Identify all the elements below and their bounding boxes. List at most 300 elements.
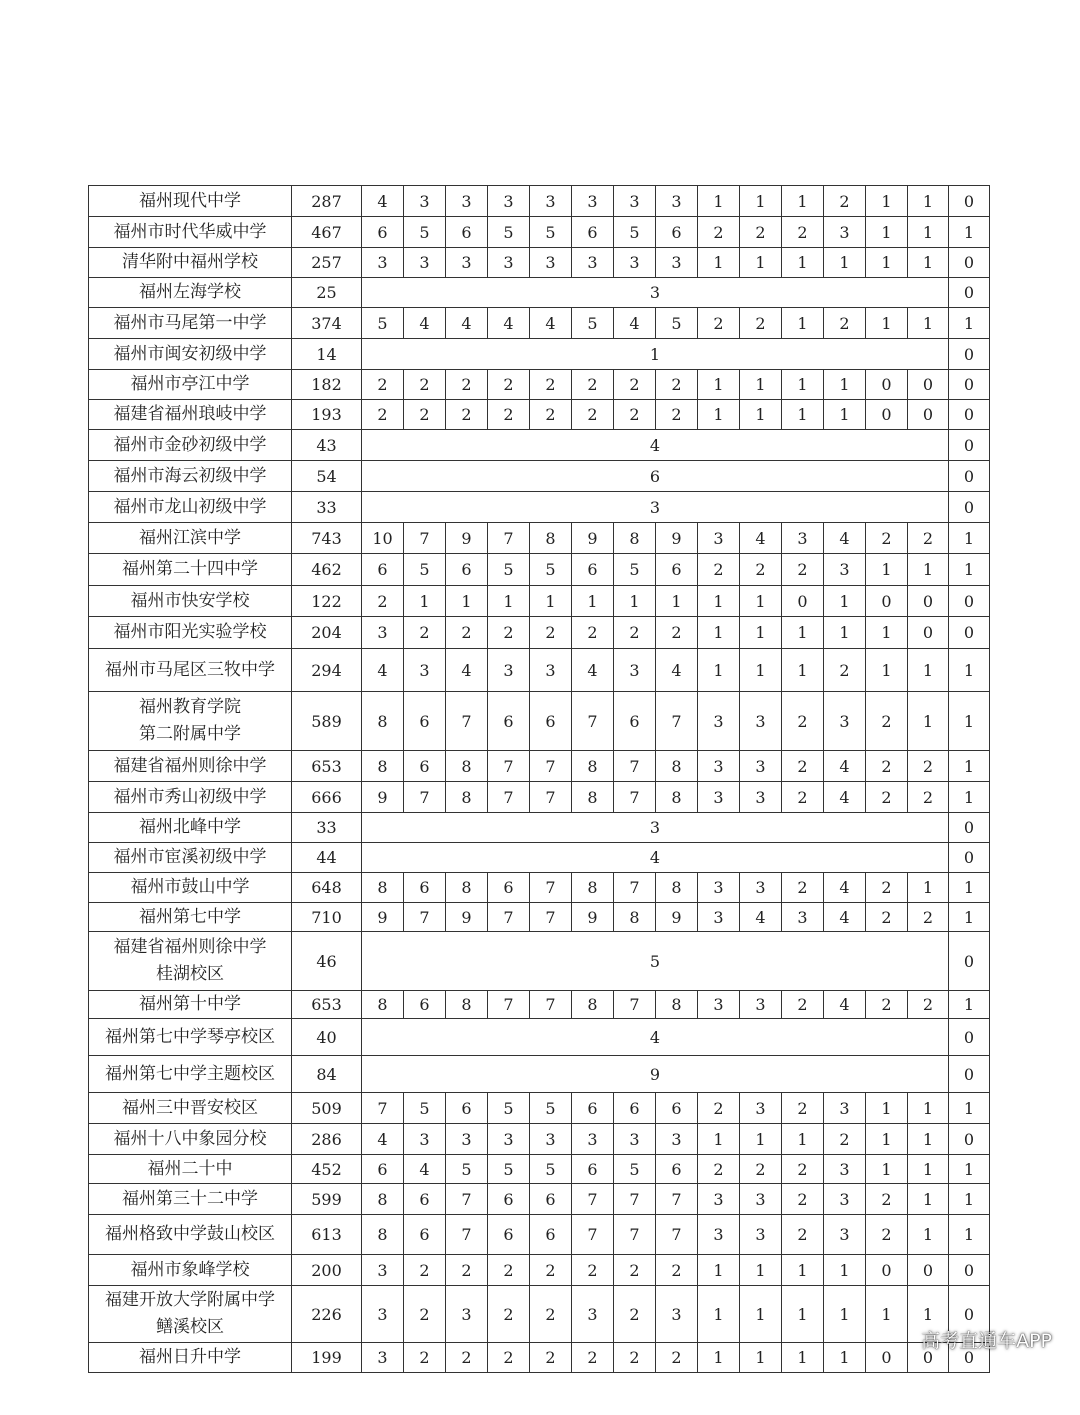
total-cell: 33 [292, 813, 362, 843]
quota-cell: 7 [488, 782, 530, 813]
quota-cell: 2 [614, 1343, 656, 1373]
quota-cell: 3 [362, 1286, 404, 1343]
quota-cell: 6 [572, 217, 614, 248]
table-row [89, 248, 990, 278]
school-name-cell: 福州市宦溪初级中学 [89, 843, 292, 873]
merged-quota-cell: 3 [362, 813, 949, 843]
quota-cell: 6 [446, 217, 488, 248]
quota-cell: 5 [614, 1155, 656, 1184]
quota-cell: 2 [530, 1255, 572, 1286]
quota-cell: 1 [824, 1343, 866, 1373]
quota-cell: 3 [362, 617, 404, 649]
last-column-cell: 0 [949, 248, 990, 278]
quota-cell: 0 [908, 617, 949, 649]
quota-cell: 1 [740, 1255, 782, 1286]
table-row [89, 186, 990, 217]
quota-cell: 2 [404, 1255, 446, 1286]
quota-cell: 2 [866, 873, 908, 903]
quota-cell: 0 [782, 586, 824, 617]
quota-cell: 7 [530, 873, 572, 903]
last-column-cell: 1 [949, 649, 990, 692]
total-cell: 710 [292, 903, 362, 932]
quota-cell: 8 [362, 692, 404, 751]
quota-cell: 9 [656, 523, 698, 554]
quota-cell: 2 [698, 217, 740, 248]
table-row [89, 692, 990, 751]
quota-cell: 1 [698, 248, 740, 278]
table-row [89, 217, 990, 248]
school-name-cell: 福州市马尾第一中学 [89, 308, 292, 339]
table-row [89, 617, 990, 649]
table-row [89, 308, 990, 339]
quota-cell: 2 [782, 751, 824, 782]
quota-cell: 1 [908, 217, 949, 248]
quota-cell: 8 [362, 751, 404, 782]
quota-cell: 6 [362, 554, 404, 586]
quota-cell: 7 [404, 523, 446, 554]
school-name-cell: 福州市快安学校 [89, 586, 292, 617]
merged-quota-cell: 4 [362, 430, 949, 461]
table-row [89, 1286, 990, 1343]
quota-cell: 6 [656, 1155, 698, 1184]
quota-cell: 3 [614, 1124, 656, 1155]
quota-cell: 5 [614, 217, 656, 248]
school-name-cell [89, 1286, 292, 1343]
total-cell: 33 [292, 492, 362, 523]
quota-cell: 1 [782, 617, 824, 649]
school-name-line-1: 福州教育学院 [139, 697, 241, 717]
quota-cell: 7 [614, 873, 656, 903]
quota-cell: 8 [446, 873, 488, 903]
quota-cell: 2 [446, 400, 488, 430]
watermark-text: 高考直通车APP [921, 1330, 1052, 1352]
quota-cell: 3 [698, 782, 740, 813]
quota-cell: 9 [656, 903, 698, 932]
quota-cell: 2 [614, 370, 656, 400]
quota-cell: 2 [908, 903, 949, 932]
last-column-cell: 0 [949, 278, 990, 308]
quota-cell: 3 [824, 1093, 866, 1124]
quota-cell: 2 [488, 1286, 530, 1343]
quota-cell: 1 [782, 1286, 824, 1343]
total-cell: 743 [292, 523, 362, 554]
school-name-cell: 福州北峰中学 [89, 813, 292, 843]
school-name-line-2: 桂湖校区 [156, 964, 224, 984]
school-name-cell [89, 692, 292, 751]
last-column-cell: 0 [949, 492, 990, 523]
quota-cell: 1 [908, 1093, 949, 1124]
quota-cell: 9 [572, 523, 614, 554]
quota-cell: 2 [824, 308, 866, 339]
quota-cell: 8 [362, 1184, 404, 1215]
quota-cell: 7 [614, 991, 656, 1019]
total-cell: 46 [292, 932, 362, 991]
quota-cell: 1 [740, 400, 782, 430]
quota-cell: 1 [698, 186, 740, 217]
quota-cell: 4 [488, 308, 530, 339]
quota-cell: 1 [866, 1286, 908, 1343]
last-column-cell: 0 [949, 617, 990, 649]
quota-cell: 3 [656, 248, 698, 278]
quota-cell: 2 [782, 554, 824, 586]
school-name-cell: 福州市闽安初级中学 [89, 339, 292, 370]
school-name-cell: 福州市亭江中学 [89, 370, 292, 400]
quota-cell: 1 [866, 617, 908, 649]
school-name-line-2: 第二附属中学 [139, 724, 241, 744]
quota-cell: 1 [488, 586, 530, 617]
last-column-cell: 0 [949, 186, 990, 217]
table-row [89, 1124, 990, 1155]
school-name-cell: 清华附中福州学校 [89, 248, 292, 278]
last-column-cell: 0 [949, 1019, 990, 1056]
quota-cell: 2 [782, 1184, 824, 1215]
quota-cell: 2 [740, 217, 782, 248]
quota-cell: 1 [698, 1286, 740, 1343]
quota-cell: 7 [530, 991, 572, 1019]
quota-cell: 3 [698, 1184, 740, 1215]
total-cell: 286 [292, 1124, 362, 1155]
quota-cell: 1 [824, 1286, 866, 1343]
quota-cell: 0 [908, 400, 949, 430]
last-column-cell: 0 [949, 813, 990, 843]
quota-cell: 5 [572, 308, 614, 339]
quota-cell: 2 [530, 1343, 572, 1373]
quota-cell: 2 [698, 308, 740, 339]
quota-cell: 7 [488, 751, 530, 782]
last-column-cell: 1 [949, 1184, 990, 1215]
quota-cell: 7 [446, 1184, 488, 1215]
quota-cell: 2 [824, 1124, 866, 1155]
quota-cell: 3 [572, 1124, 614, 1155]
quota-cell: 6 [404, 991, 446, 1019]
total-cell: 467 [292, 217, 362, 248]
quota-cell: 4 [362, 186, 404, 217]
quota-cell: 1 [782, 186, 824, 217]
last-column-cell: 0 [949, 370, 990, 400]
school-name-cell: 福州市象峰学校 [89, 1255, 292, 1286]
quota-cell: 1 [740, 370, 782, 400]
quota-cell: 2 [404, 1286, 446, 1343]
last-column-cell: 1 [949, 523, 990, 554]
quota-cell: 1 [740, 617, 782, 649]
table-row [89, 1343, 990, 1373]
quota-cell: 3 [446, 1124, 488, 1155]
quota-cell: 8 [572, 751, 614, 782]
quota-cell: 3 [362, 1255, 404, 1286]
school-name-cell: 福州现代中学 [89, 186, 292, 217]
last-column-cell: 1 [949, 751, 990, 782]
quota-cell: 1 [782, 1343, 824, 1373]
quota-cell: 2 [824, 649, 866, 692]
quota-cell: 3 [698, 873, 740, 903]
quota-cell: 3 [446, 186, 488, 217]
quota-cell: 3 [488, 186, 530, 217]
school-name-cell: 福州市龙山初级中学 [89, 492, 292, 523]
quota-cell: 3 [740, 751, 782, 782]
quota-cell: 2 [362, 370, 404, 400]
total-cell: 294 [292, 649, 362, 692]
table-row [89, 751, 990, 782]
quota-cell: 6 [614, 692, 656, 751]
quota-cell: 4 [824, 751, 866, 782]
quota-cell: 1 [698, 370, 740, 400]
quota-cell: 5 [446, 1155, 488, 1184]
quota-cell: 1 [740, 1286, 782, 1343]
quota-cell: 2 [866, 523, 908, 554]
quota-cell: 2 [866, 751, 908, 782]
school-name-cell: 福州市时代华威中学 [89, 217, 292, 248]
total-cell: 653 [292, 991, 362, 1019]
quota-cell: 5 [614, 554, 656, 586]
total-cell: 462 [292, 554, 362, 586]
total-cell: 14 [292, 339, 362, 370]
quota-cell: 2 [908, 991, 949, 1019]
total-cell: 84 [292, 1056, 362, 1093]
quota-cell: 3 [782, 903, 824, 932]
last-column-cell: 0 [949, 400, 990, 430]
total-cell: 25 [292, 278, 362, 308]
quota-cell: 1 [698, 617, 740, 649]
quota-cell: 1 [866, 1155, 908, 1184]
quota-cell: 3 [614, 248, 656, 278]
last-column-cell: 1 [949, 217, 990, 248]
quota-cell: 4 [824, 523, 866, 554]
school-name-cell: 福建省福州琅岐中学 [89, 400, 292, 430]
quota-cell: 1 [740, 248, 782, 278]
school-name-cell: 福州第二十四中学 [89, 554, 292, 586]
quota-cell: 4 [572, 649, 614, 692]
quota-cell: 2 [698, 1155, 740, 1184]
quota-cell: 3 [698, 903, 740, 932]
quota-cell: 5 [404, 1093, 446, 1124]
quota-cell: 6 [572, 554, 614, 586]
last-column-cell: 0 [949, 1056, 990, 1093]
table-row [89, 1019, 990, 1056]
quota-cell: 2 [488, 400, 530, 430]
quota-cell: 1 [698, 1343, 740, 1373]
quota-cell: 3 [740, 1215, 782, 1255]
quota-cell: 7 [446, 692, 488, 751]
quota-cell: 1 [740, 1343, 782, 1373]
quota-cell: 7 [656, 1184, 698, 1215]
quota-cell: 1 [908, 1184, 949, 1215]
school-name-cell: 福州第七中学主题校区 [89, 1056, 292, 1093]
quota-cell: 3 [824, 217, 866, 248]
quota-cell: 2 [572, 1343, 614, 1373]
quota-cell: 4 [446, 649, 488, 692]
table-row [89, 554, 990, 586]
table-row [89, 400, 990, 430]
quota-cell: 0 [908, 1255, 949, 1286]
quota-cell: 2 [782, 1093, 824, 1124]
total-cell: 182 [292, 370, 362, 400]
quota-cell: 3 [740, 1184, 782, 1215]
quota-cell: 2 [824, 186, 866, 217]
last-column-cell: 1 [949, 554, 990, 586]
table-row [89, 370, 990, 400]
table-row [89, 1093, 990, 1124]
quota-cell: 1 [782, 248, 824, 278]
allocation-table [88, 185, 990, 1373]
quota-cell: 1 [866, 308, 908, 339]
quota-cell: 2 [782, 873, 824, 903]
quota-cell: 2 [446, 617, 488, 649]
last-column-cell: 1 [949, 991, 990, 1019]
quota-cell: 3 [824, 692, 866, 751]
quota-cell: 8 [446, 751, 488, 782]
quota-cell: 4 [446, 308, 488, 339]
quota-cell: 3 [824, 1215, 866, 1255]
quota-cell: 2 [362, 400, 404, 430]
quota-cell: 1 [698, 649, 740, 692]
merged-quota-cell: 5 [362, 932, 949, 991]
school-name-cell: 福州第三十二中学 [89, 1184, 292, 1215]
quota-cell: 3 [740, 692, 782, 751]
school-name-cell: 福州市阳光实验学校 [89, 617, 292, 649]
quota-cell: 2 [656, 370, 698, 400]
quota-cell: 7 [572, 692, 614, 751]
table-row [89, 991, 990, 1019]
quota-cell: 6 [530, 1184, 572, 1215]
table-row [89, 492, 990, 523]
quota-cell: 8 [446, 991, 488, 1019]
school-name-cell: 福州市马尾区三牧中学 [89, 649, 292, 692]
quota-cell: 3 [572, 1286, 614, 1343]
quota-cell: 3 [656, 1124, 698, 1155]
quota-cell: 3 [698, 991, 740, 1019]
merged-quota-cell: 9 [362, 1056, 949, 1093]
quota-cell: 4 [824, 873, 866, 903]
table-row [89, 461, 990, 492]
total-cell: 452 [292, 1155, 362, 1184]
quota-cell: 3 [740, 1093, 782, 1124]
quota-cell: 2 [782, 692, 824, 751]
quota-cell: 3 [698, 751, 740, 782]
quota-cell: 7 [488, 991, 530, 1019]
quota-cell: 3 [824, 554, 866, 586]
quota-cell: 3 [698, 1215, 740, 1255]
quota-cell: 1 [740, 649, 782, 692]
quota-cell: 8 [656, 782, 698, 813]
total-cell: 653 [292, 751, 362, 782]
quota-cell: 4 [404, 1155, 446, 1184]
quota-cell: 6 [404, 1184, 446, 1215]
quota-cell: 8 [362, 1215, 404, 1255]
last-column-cell: 0 [949, 1255, 990, 1286]
quota-cell: 3 [362, 248, 404, 278]
total-cell: 599 [292, 1184, 362, 1215]
quota-cell: 2 [530, 400, 572, 430]
quota-cell: 4 [824, 782, 866, 813]
school-name-line-1: 福建开放大学附属中学 [105, 1290, 275, 1310]
quota-cell: 1 [614, 586, 656, 617]
quota-cell: 2 [614, 400, 656, 430]
quota-cell: 1 [782, 400, 824, 430]
quota-cell: 8 [572, 873, 614, 903]
table-row [89, 523, 990, 554]
last-column-cell: 0 [949, 843, 990, 873]
quota-cell: 2 [530, 370, 572, 400]
total-cell: 589 [292, 692, 362, 751]
school-name-cell: 福州三中晋安校区 [89, 1093, 292, 1124]
quota-cell: 3 [740, 782, 782, 813]
quota-cell: 1 [908, 1124, 949, 1155]
quota-cell: 1 [908, 1286, 949, 1343]
quota-cell: 5 [530, 1155, 572, 1184]
table-row [89, 903, 990, 932]
quota-cell: 0 [866, 1343, 908, 1373]
quota-cell: 4 [656, 649, 698, 692]
quota-cell: 2 [488, 370, 530, 400]
quota-cell: 3 [530, 186, 572, 217]
quota-cell: 1 [824, 1255, 866, 1286]
quota-cell: 2 [614, 1255, 656, 1286]
total-cell: 122 [292, 586, 362, 617]
school-name-cell: 福州第七中学 [89, 903, 292, 932]
quota-cell: 6 [362, 1155, 404, 1184]
quota-cell: 2 [530, 617, 572, 649]
total-cell: 287 [292, 186, 362, 217]
quota-cell: 1 [866, 649, 908, 692]
quota-cell: 3 [404, 248, 446, 278]
quota-cell: 2 [614, 617, 656, 649]
quota-cell: 1 [824, 370, 866, 400]
last-column-cell: 1 [949, 692, 990, 751]
quota-cell: 2 [782, 217, 824, 248]
school-name-line-2: 鳝溪校区 [156, 1317, 224, 1337]
quota-cell: 4 [362, 1124, 404, 1155]
quota-cell: 3 [530, 649, 572, 692]
school-name-cell: 福州市金砂初级中学 [89, 430, 292, 461]
total-cell: 54 [292, 461, 362, 492]
quota-cell: 8 [362, 991, 404, 1019]
quota-cell: 1 [698, 586, 740, 617]
school-name-cell: 福州第七中学琴亭校区 [89, 1019, 292, 1056]
quota-cell: 3 [572, 248, 614, 278]
quota-cell: 3 [614, 649, 656, 692]
school-name-cell: 福州二十中 [89, 1155, 292, 1184]
quota-cell: 1 [782, 649, 824, 692]
total-cell: 257 [292, 248, 362, 278]
quota-cell: 3 [740, 991, 782, 1019]
quota-cell: 8 [614, 523, 656, 554]
quota-cell: 7 [530, 903, 572, 932]
quota-cell: 5 [488, 1093, 530, 1124]
quota-cell: 7 [530, 751, 572, 782]
quota-cell: 2 [866, 1184, 908, 1215]
last-column-cell: 0 [949, 430, 990, 461]
quota-cell: 1 [908, 692, 949, 751]
quota-cell: 8 [656, 751, 698, 782]
quota-cell: 2 [866, 782, 908, 813]
quota-cell: 2 [656, 1255, 698, 1286]
total-cell: 509 [292, 1093, 362, 1124]
quota-cell: 6 [488, 873, 530, 903]
quota-cell: 2 [698, 554, 740, 586]
quota-cell: 4 [740, 523, 782, 554]
quota-cell: 2 [656, 400, 698, 430]
quota-cell: 1 [530, 586, 572, 617]
quota-cell: 6 [572, 1093, 614, 1124]
quota-cell: 7 [446, 1215, 488, 1255]
quota-cell: 2 [614, 1286, 656, 1343]
quota-cell: 1 [740, 1124, 782, 1155]
school-name-cell: 福州左海学校 [89, 278, 292, 308]
quota-cell: 7 [614, 782, 656, 813]
quota-cell: 1 [698, 1124, 740, 1155]
quota-cell: 2 [488, 1343, 530, 1373]
quota-cell: 1 [698, 400, 740, 430]
